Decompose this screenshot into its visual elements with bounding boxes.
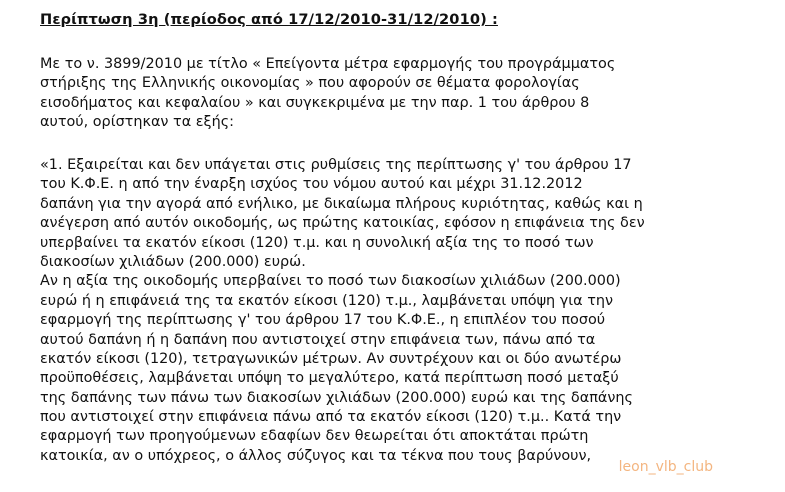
- text-line: κατοικία, αν ο υπόχρεος, ο άλλος σύζυγος και τα τέκνα που τους βαρύνουν,: [40, 447, 592, 464]
- text-line: εφαρμογή της περίπτωσης γ' του άρθρου 17 του Κ.Φ.Ε., η επιπλέον του ποσού: [40, 312, 606, 329]
- text-line: εισοδήματος και κεφαλαίου » και συγκεκριμένα με την παρ. 1 του άρθρου 8: [40, 94, 590, 111]
- watermark-text: leon_vlb_club: [618, 459, 713, 475]
- text-line: στήριξης της Ελληνικής οικονομίας » που αφορούν σε θέματα φορολογίας: [40, 75, 580, 92]
- text-line: υπερβαίνει τα εκατόν είκοσι (120) τ.μ. και η συνολική αξία της το ποσό των: [40, 234, 594, 251]
- intro-paragraph: [40, 55, 615, 133]
- text-line: εκατόν είκοσι (120), τετραγωνικών μέτρων. Αν συντρέχουν και οι δύο ανωτέρω: [40, 350, 622, 367]
- text-line: διακοσίων χιλιάδων (200.000) ευρώ.: [40, 253, 306, 270]
- text-line: «1. Εξαιρείται και δεν υπάγεται στις ρυθμίσεις της περίπτωσης γ' του άρθρου 17: [40, 157, 632, 173]
- text-line: του Κ.Φ.Ε. η από την έναρξη ισχύος του νόμου αυτού και μέχρι 31.12.2012: [40, 176, 583, 193]
- text-line: ευρώ ή η επιφάνειά της τα εκατόν είκοσι (120) τ.μ., λαμβάνεται υπόψη για την: [40, 292, 614, 309]
- law-quote-paragraph: [40, 156, 645, 466]
- text-line: που αντιστοιχεί στην επιφάνεια πάνω από τα εκατόν είκοσι (120) τ.μ.. Κατά την: [40, 409, 622, 426]
- case-heading: Περίπτωση 3η (περίοδος από 17/12/2010-31/12/2010) :: [40, 11, 498, 28]
- text-line: Αν η αξία της οικοδομής υπερβαίνει το ποσό των διακοσίων χιλιάδων (200.000): [40, 273, 621, 290]
- text-line: της δαπάνης των πάνω των διακοσίων χιλιάδων (200.000) ευρώ και της δαπάνης: [40, 389, 633, 406]
- text-line: εφαρμογή των προηγούμενων εδαφίων δεν θεωρείται ότι αποκτάται πρώτη: [40, 428, 589, 445]
- text-line: προϋποθέσεις, λαμβάνεται υπόψη το μεγαλύτερο, κατά περίπτωση ποσό μεταξύ: [40, 370, 619, 387]
- text-line: αυτού δαπάνη ή η δαπάνη που αντιστοιχεί στην επιφάνεια των, πάνω από τα: [40, 331, 596, 348]
- text-line: δαπάνη για την αγορά από ενήλικο, με δικαίωμα πλήρους κυριότητας, καθώς και η: [40, 195, 643, 212]
- text-line: Με το ν. 3899/2010 με τίτλο « Επείγοντα μέτρα εφαρμογής του προγράμματος: [40, 56, 616, 72]
- text-line: αυτού, ορίστηκαν τα εξής:: [40, 114, 234, 131]
- text-line: ανέγερση από αυτόν οικοδομής, ως πρώτης κατοικίας, εφόσον η επιφάνεια της δεν: [40, 215, 645, 232]
